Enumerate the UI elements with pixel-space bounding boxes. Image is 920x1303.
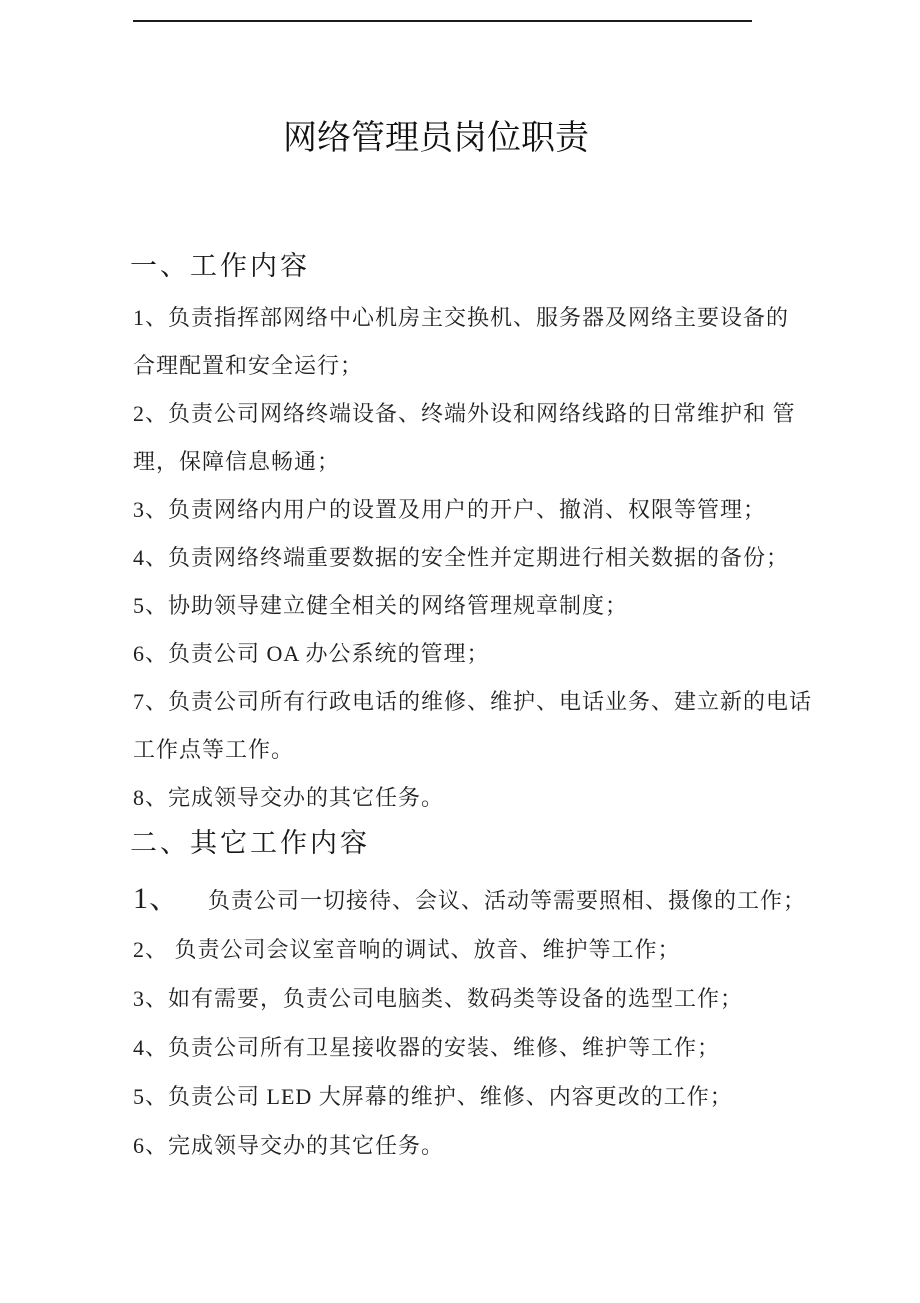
list-item-text: 负责公司一切接待、会议、活动等需要照相、摄像的工作； — [208, 888, 807, 913]
section-1-heading: 一、工作内容 — [130, 251, 310, 281]
list-item-line: 2、 负责公司会议室音响的调试、放音、维护等工作； — [133, 937, 681, 962]
list-item-line: 8、完成领导交办的其它任务。 — [133, 785, 445, 810]
section-2-items — [133, 874, 806, 1170]
list-item-marker: 1、 — [133, 882, 180, 915]
list-item-line: 3、负责网络内用户的设置及用户的开户、撤消、权限等管理； — [133, 497, 767, 522]
list-item-line: 4、负责网络终端重要数据的安全性并定期进行相关数据的备份； — [133, 545, 790, 570]
list-item-line: 5、负责公司 LED 大屏幕的维护、维修、内容更改的工作； — [133, 1084, 733, 1109]
list-item-line: 理，保障信息畅通； — [133, 449, 341, 474]
header-rule — [133, 20, 752, 22]
list-item-line: 工作点等工作。 — [133, 737, 295, 762]
list-item-line: 3、如有需要，负责公司电脑类、数码类等设备的选型工作； — [133, 986, 744, 1011]
section-2-heading: 二、其它工作内容 — [130, 828, 370, 858]
list-item-line — [133, 874, 806, 925]
list-item-line: 7、负责公司所有行政电话的维修、维护、电话业务、建立新的电话 — [133, 689, 813, 714]
list-item-line: 6、负责公司 OA 办公系统的管理； — [133, 641, 490, 666]
list-item-line: 6、完成领导交办的其它任务。 — [133, 1133, 445, 1158]
list-item-line: 4、负责公司所有卫星接收器的安装、维修、维护等工作； — [133, 1035, 721, 1060]
page-title: 网络管理员岗位职责 — [283, 120, 589, 157]
list-item-line: 2、负责公司网络终端设备、终端外设和网络线路的日常维护和 管 — [133, 401, 796, 426]
list-item-line: 1、负责指挥部网络中心机房主交换机、服务器及网络主要设备的 — [133, 305, 790, 330]
list-item-line: 5、协助领导建立健全相关的网络管理规章制度； — [133, 593, 629, 618]
section-1-items — [133, 294, 812, 822]
list-item-line: 合理配置和安全运行； — [133, 353, 364, 378]
